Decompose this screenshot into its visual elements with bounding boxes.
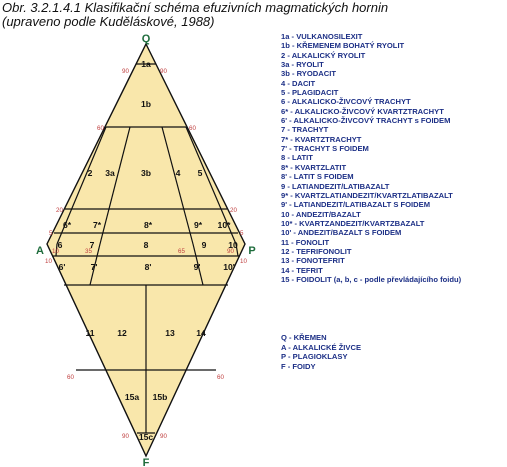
field-label-3a: 3a — [105, 168, 115, 178]
legend-item: 15 - FOIDOLIT (a, b, c - podle převládajícího foidu) — [281, 274, 462, 284]
legend-item: 9* - KVARTZLATIANDEZIT/KVARTZLATIBAZALT — [281, 190, 453, 200]
legend-item: 8* - KVARTZLATIT — [281, 162, 347, 172]
apex-legend-item: P - PLAGIOKLASY — [281, 352, 348, 361]
field-label-6s: 6* — [62, 220, 72, 230]
field-label-9p: 9' — [193, 262, 201, 272]
field-label-8: 8 — [143, 240, 149, 250]
tick-f10-left: 10 — [45, 258, 52, 265]
legend-item: 10* - KVARTZANDEZIT/KVARTZBAZALT — [281, 218, 425, 228]
legend-item: 12 - TEFRIFONOLIT — [281, 246, 352, 256]
field-label-12: 12 — [117, 328, 127, 338]
legend-item: 11 - FONOLIT — [281, 237, 330, 247]
apex-label-a: A — [36, 245, 44, 257]
legend-item: 6* - ALKALICKO-ŽIVCOVÝ KVARTZTRACHYT — [281, 106, 444, 116]
legend-item: 13 - FONOTEFRIT — [281, 256, 345, 266]
legend-item: 3b - RYODACIT — [281, 69, 336, 79]
tick-b10: 10 — [52, 248, 59, 255]
legend-item: 1a - VULKANOSILEXIT — [281, 32, 363, 41]
tick-q60-left: 60 — [97, 125, 104, 132]
legend-item: 8 - LATIT — [281, 153, 313, 163]
apex-legend-item: F - FOIDY — [281, 361, 316, 371]
field-label-7: 7 — [89, 240, 95, 250]
field-label-4: 4 — [175, 168, 181, 178]
legend-item: 9 - LATIANDEZIT/LATIBAZALT — [281, 181, 390, 191]
tick-f90-right: 90 — [160, 433, 167, 440]
tick-q20-right: 20 — [230, 207, 237, 214]
field-label-9: 9 — [201, 240, 207, 250]
field-label-10p: 10' — [223, 262, 235, 272]
tick-f60-left: 60 — [67, 374, 74, 381]
tick-q90-left: 90 — [122, 68, 129, 75]
field-label-11: 11 — [85, 328, 95, 338]
field-label-10: 10 — [228, 240, 238, 250]
legend-item: 6' - ALKALICKO-ŽIVCOVÝ TRACHYT s FOIDEM — [281, 116, 451, 126]
apex-label-q: Q — [141, 33, 151, 45]
field-label-15b: 15b — [152, 392, 168, 402]
field-label-1b: 1b — [140, 99, 152, 109]
tick-q5-left: 5 — [49, 230, 53, 237]
field-label-7p: 7' — [90, 262, 98, 272]
legend-item: 3a - RYOLIT — [281, 60, 324, 70]
rock-legend — [281, 32, 461, 284]
tick-b35: 35 — [85, 248, 92, 255]
legend-item: 2 - ALKALICKÝ RYOLIT — [281, 50, 366, 60]
tick-q5-right: 5 — [240, 230, 244, 237]
legend-item: 5 - PLAGIDACIT — [281, 88, 339, 98]
legend-item: 4 - DACIT — [281, 78, 316, 88]
field-label-9s: 9* — [193, 220, 203, 230]
tick-f10-right: 10 — [240, 258, 247, 265]
apex-label-p: P — [248, 245, 256, 257]
legend-item: 7* - KVARTZTRACHYT — [281, 134, 362, 144]
field-label-8s: 8* — [143, 220, 153, 230]
field-label-10s: 10* — [217, 220, 231, 230]
apex-legend — [281, 333, 361, 371]
apex-label-f: F — [142, 457, 150, 467]
field-label-14: 14 — [196, 328, 206, 338]
field-label-8p: 8' — [144, 262, 152, 272]
field-label-1a: 1a — [141, 59, 151, 69]
legend-item: 1b - KŘEMENEM BOHATÝ RYOLIT — [281, 41, 405, 51]
field-label-2: 2 — [87, 168, 93, 178]
field-label-7s: 7* — [92, 220, 102, 230]
field-label-6p: 6' — [58, 262, 66, 272]
legend-item: 7 - TRACHYT — [281, 125, 329, 135]
tick-f90-left: 90 — [122, 433, 129, 440]
caption-line-2: (upraveno podle Kuděláskové, 1988) — [2, 14, 215, 29]
field-label-3b: 3b — [140, 168, 152, 178]
tick-q60-right: 60 — [189, 125, 196, 132]
legend-item: 8' - LATIT S FOIDEM — [281, 172, 354, 182]
field-label-15a: 15a — [124, 392, 140, 402]
field-label-5: 5 — [197, 168, 203, 178]
tick-f60-right: 60 — [217, 374, 224, 381]
tick-b65: 65 — [178, 248, 185, 255]
legend-item: 7' - TRACHYT S FOIDEM — [281, 144, 369, 154]
field-label-13: 13 — [165, 328, 175, 338]
legend-item: 9' - LATIANDEZIT/LATIBAZALT S FOIDEM — [281, 200, 431, 210]
tick-q20-left: 20 — [56, 207, 63, 214]
field-label-15c: 15c — [138, 432, 154, 442]
legend-item: 10' - ANDEZIT/BAZALT S FOIDEM — [281, 228, 402, 238]
legend-item: 6 - ALKALICKO-ŽIVCOVÝ TRACHYT — [281, 97, 411, 107]
apex-legend-item: Q - KŘEMEN — [281, 333, 327, 342]
tick-b90: 90 — [227, 248, 234, 255]
legend-item: 10 - ANDEZIT/BAZALT — [281, 209, 361, 219]
tick-q90-right: 90 — [160, 68, 167, 75]
apex-legend-item: A - ALKALICKÉ ŽIVCE — [281, 342, 362, 352]
field-label-6: 6 — [57, 240, 63, 250]
caption-line-1: Obr. 3.2.1.4.1 Klasifikační schéma efuzivních magmatických hornin — [2, 0, 389, 15]
legend-item: 14 - TEFRIT — [281, 265, 323, 275]
